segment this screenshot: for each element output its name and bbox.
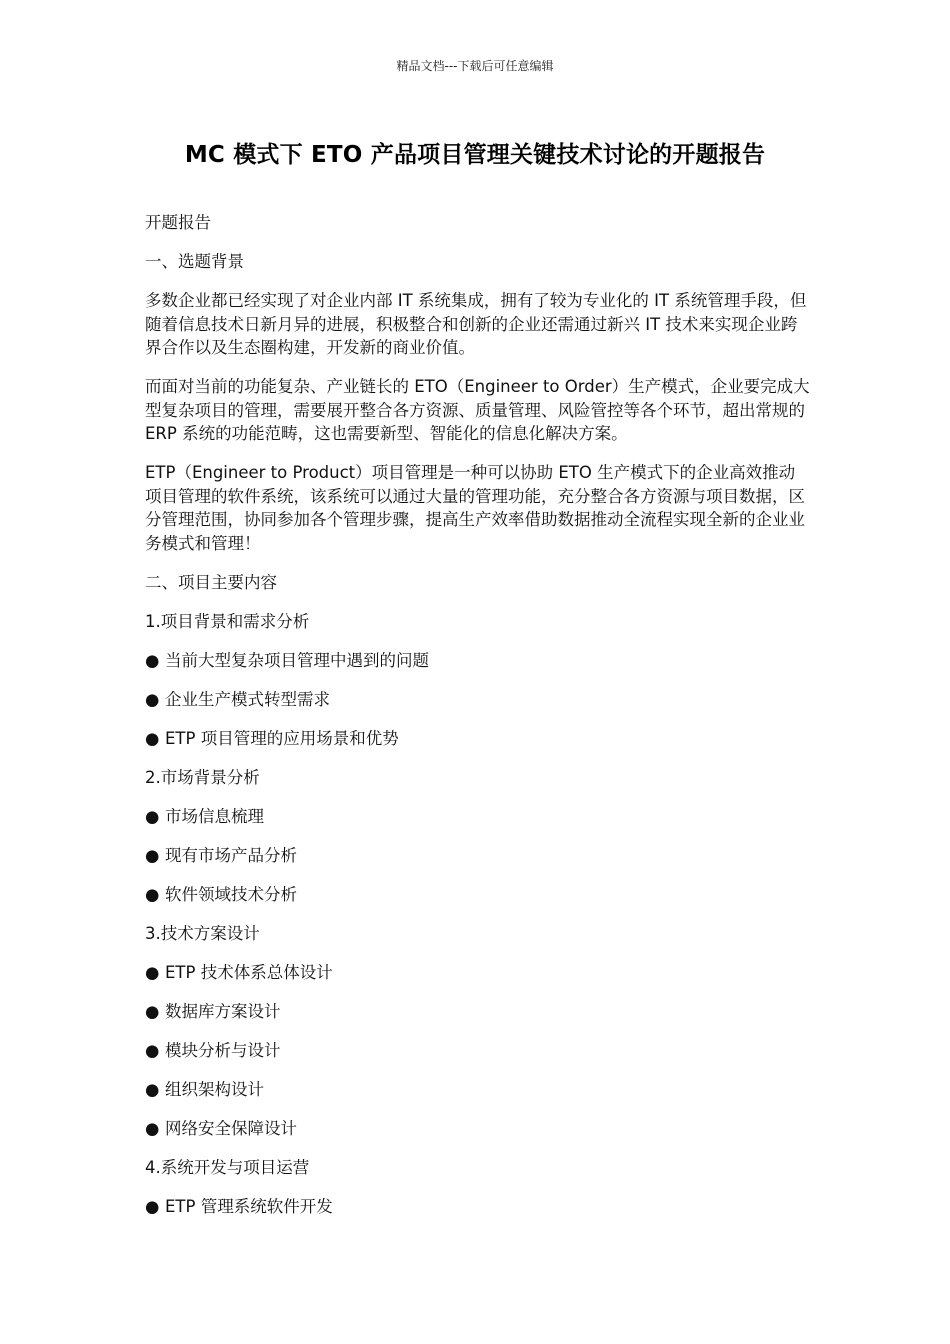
section-line: 2.市场背景分析 xyxy=(145,767,260,787)
bullet-text: 组织架构设计 xyxy=(165,1079,264,1099)
bullet-dot-icon: ● xyxy=(145,1118,160,1138)
bullet-text: ETP 技术体系总体设计 xyxy=(165,962,333,982)
bullet-dot-icon: ● xyxy=(145,1001,160,1021)
section-line: 一、选题背景 xyxy=(145,252,244,271)
bullet-dot-icon: ● xyxy=(145,884,160,904)
bullet-dot-icon: ● xyxy=(145,1196,160,1216)
bullet-dot-icon: ● xyxy=(145,845,160,865)
section-line: 1.项目背景和需求分析 xyxy=(145,611,310,631)
bullet-item xyxy=(145,1039,810,1063)
bullet-text: 数据库方案设计 xyxy=(165,1001,281,1021)
bullet-item xyxy=(145,688,810,712)
bullet-text: 当前大型复杂项目管理中遇到的问题 xyxy=(165,650,429,670)
section-line: 二、项目主要内容 xyxy=(145,572,277,592)
bullet-text: 企业生产模式转型需求 xyxy=(165,689,330,709)
bullet-text: 市场信息梳理 xyxy=(165,806,264,826)
bullet-item xyxy=(145,1195,810,1219)
bullet-item xyxy=(145,1000,810,1024)
section-line: 3.技术方案设计 xyxy=(145,923,260,943)
bullet-text: ETP 项目管理的应用场景和优势 xyxy=(165,728,399,748)
body-paragraph: 而面对当前的功能复杂、产业链长的 ETO（Engineer to Order）生产模式，企业要完成大型复杂项目的管理，需要展开整合各方资源、质量管理、风险管控等各个环节，超出常规的 ERP 系统的功能范畴，这也需要新型、智能化的信息化解决方案。 xyxy=(145,377,810,443)
bullet-item xyxy=(145,805,810,829)
bullet-dot-icon: ● xyxy=(145,962,160,982)
bullet-dot-icon: ● xyxy=(145,1040,160,1060)
bullet-dot-icon: ● xyxy=(145,1079,160,1099)
header-note: 精品文档---下载后可任意编辑 xyxy=(396,59,554,73)
bullet-text: 模块分析与设计 xyxy=(165,1040,281,1060)
bullet-item xyxy=(145,649,810,673)
bullet-item xyxy=(145,844,810,868)
bullet-item xyxy=(145,727,810,751)
bullet-item xyxy=(145,961,810,985)
bullet-dot-icon: ● xyxy=(145,728,160,748)
bullet-text: ETP 管理系统软件开发 xyxy=(165,1196,333,1216)
bullet-text: 现有市场产品分析 xyxy=(165,845,297,865)
bullet-item xyxy=(145,883,810,907)
bullet-text: 软件领域技术分析 xyxy=(165,884,297,904)
section-line: 开题报告 xyxy=(145,213,211,232)
bullet-text: 网络安全保障设计 xyxy=(165,1118,297,1138)
bullet-dot-icon: ● xyxy=(145,806,160,826)
body-paragraph: ETP（Engineer to Product）项目管理是一种可以协助 ETO 生产模式下的企业高效推动项目管理的软件系统，该系统可以通过大量的管理功能，充分整合各方资源与项目数据，区分管理范围，协同参加各个管理步骤，提高生产效率借助数据推动全流程实现全新的企业业务模式和管理！ xyxy=(145,463,805,553)
bullet-dot-icon: ● xyxy=(145,689,160,709)
document-body xyxy=(145,211,810,1234)
body-paragraph: 多数企业都已经实现了对企业内部 IT 系统集成，拥有了较为专业化的 IT 系统管理手段，但随着信息技术日新月异的进展，积极整合和创新的企业还需通过新兴 IT 技术来实现企业跨界合作以及生态圈构建，开发新的商业价值。 xyxy=(145,291,807,357)
document-title: MC 模式下 ETO 产品项目管理关键技术讨论的开题报告 xyxy=(184,142,766,168)
bullet-item xyxy=(145,1117,810,1141)
bullet-item xyxy=(145,1078,810,1102)
bullet-dot-icon: ● xyxy=(145,650,160,670)
section-line: 4.系统开发与项目运营 xyxy=(145,1157,310,1177)
